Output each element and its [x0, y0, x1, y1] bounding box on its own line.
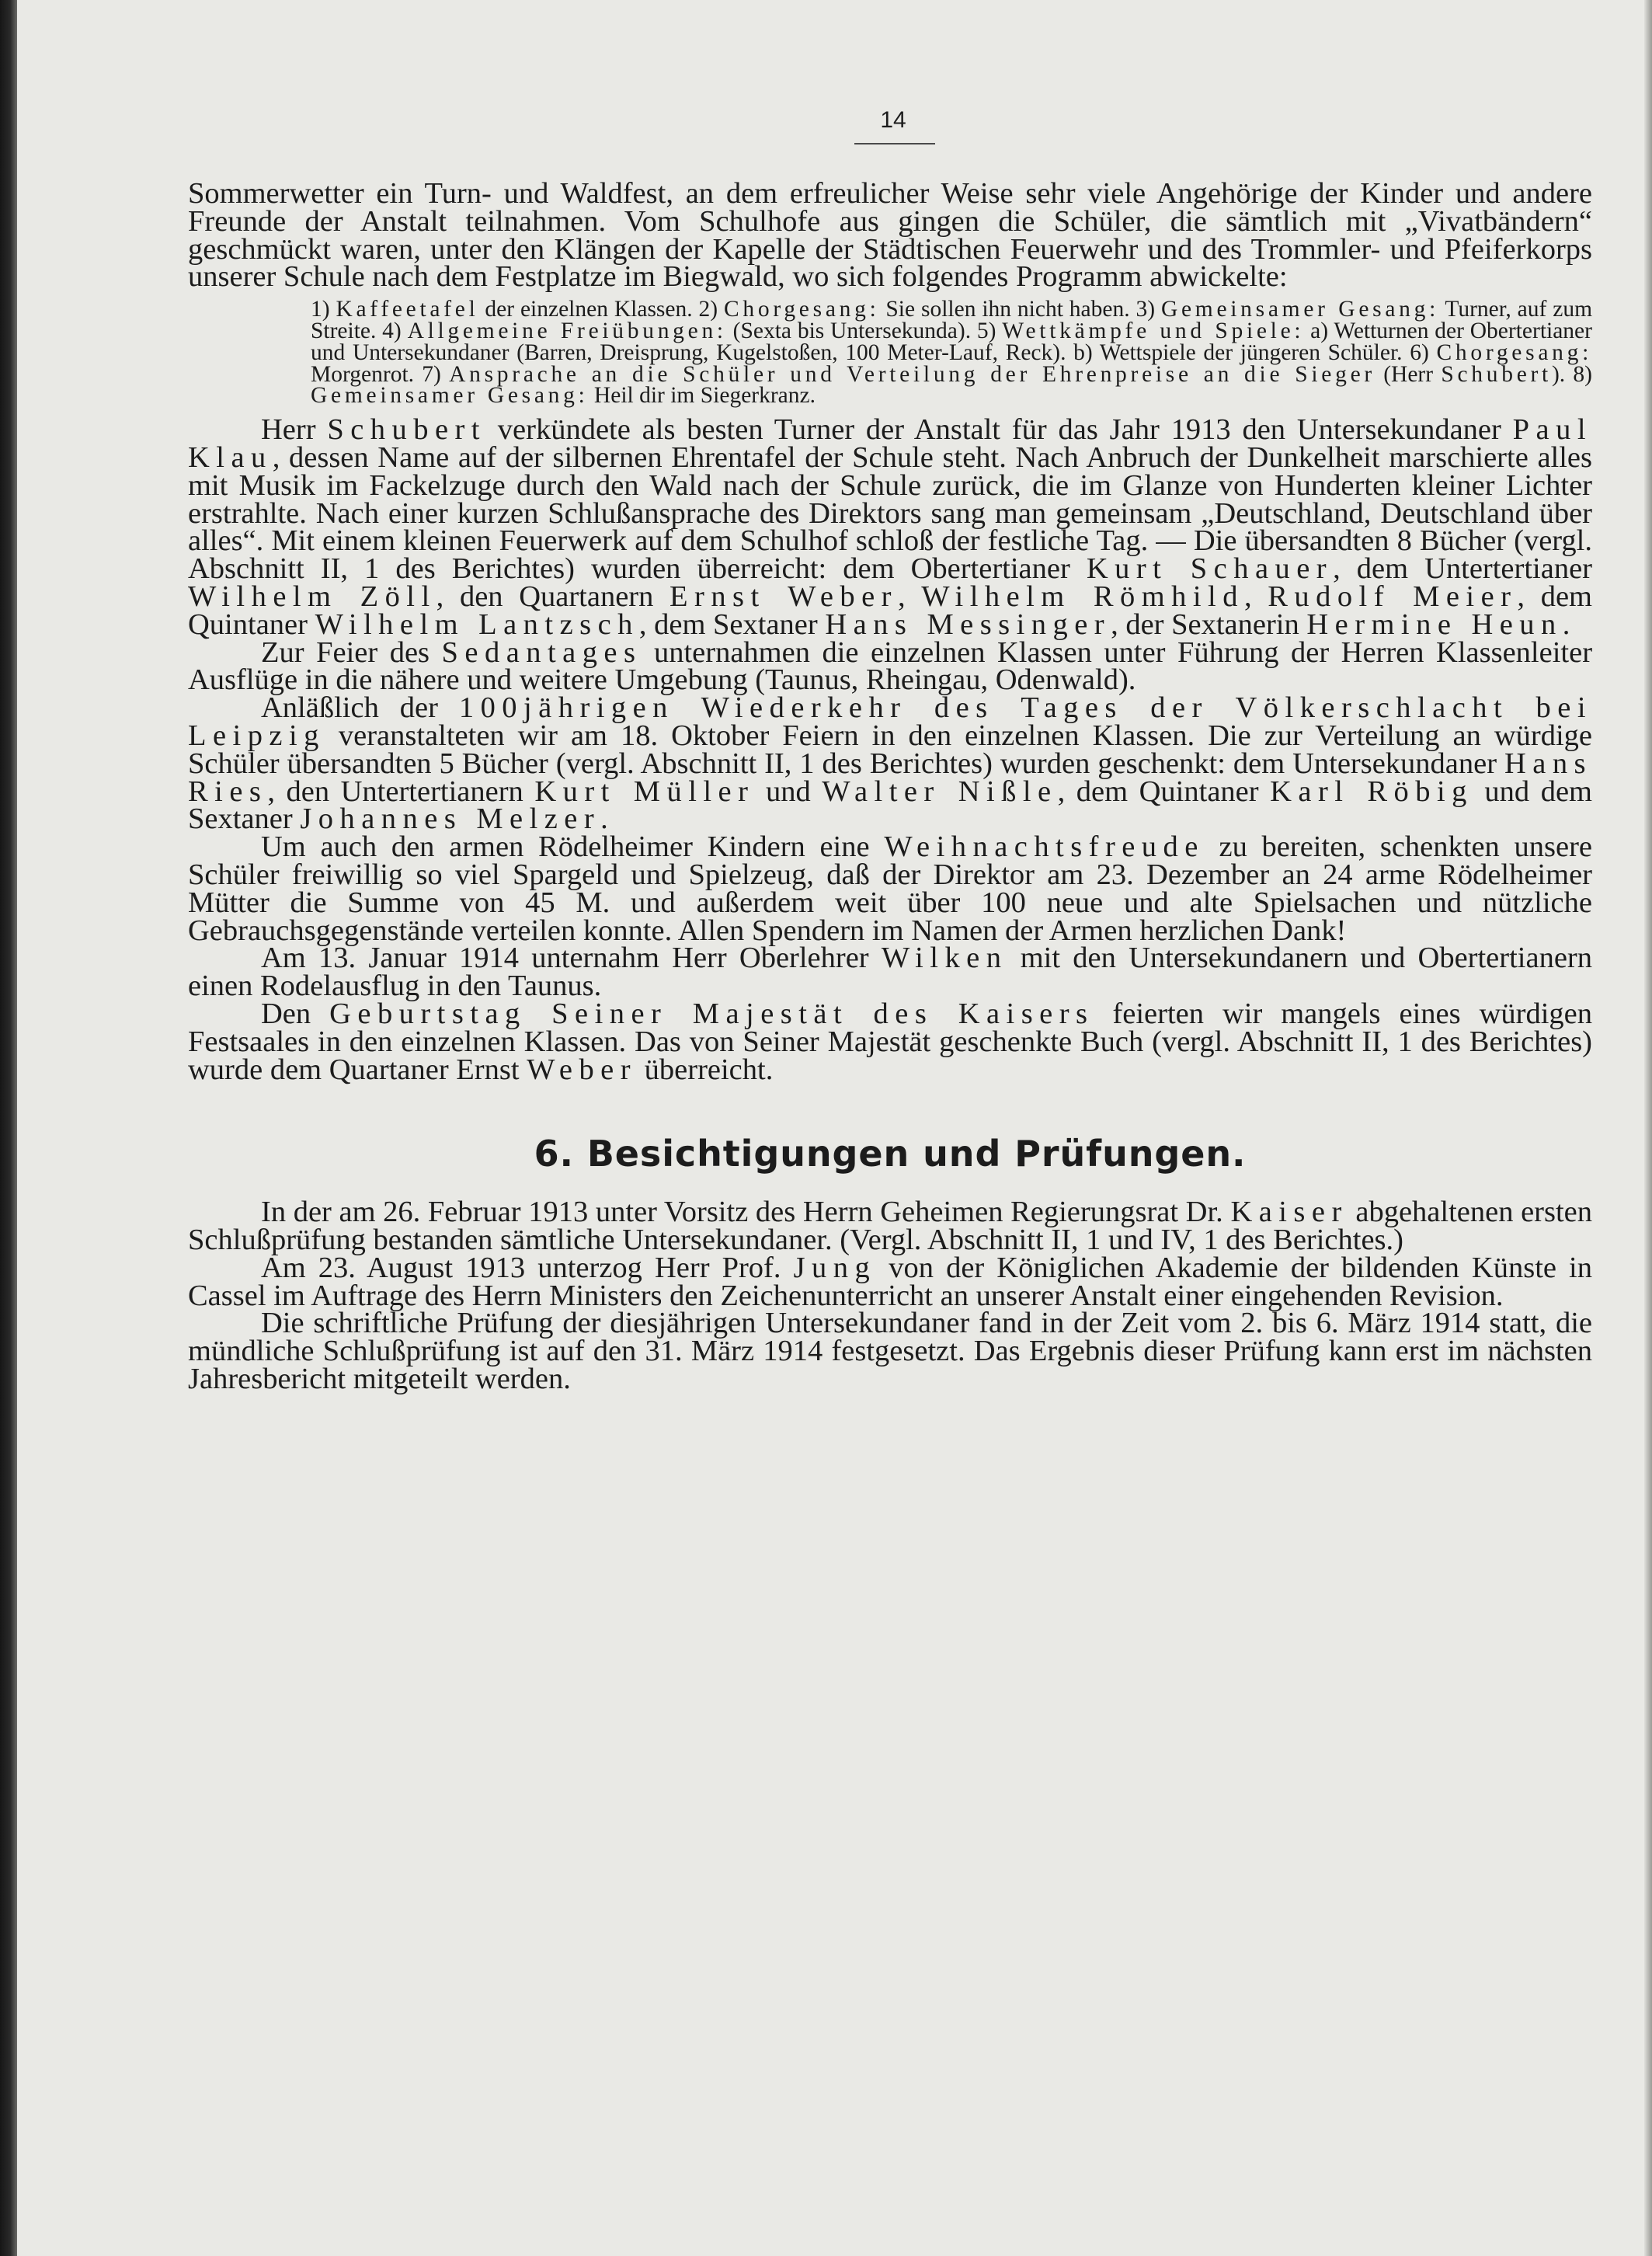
paragraph-rodelausflug: Am 13. Januar 1914 unternahm Herr Oberlehrer Wilken mit den Untersekundanern und Obertertianern einen Rodelausflug in den Taunus.	[188, 942, 1592, 1003]
paragraph-schriftliche-pruefung: Die schriftliche Prüfung der diesjährigen Untersekundaner fand in der Zeit vom 2. bis 6. März 1914 statt, die mündliche Schlußprüfung ist auf den 31. März 1914 festgesetzt. Das Ergebnis dieser Prüfung kann erst im nächsten Jahresbericht mitgeteilt werden.	[188, 1307, 1592, 1396]
page-number: 14	[880, 107, 906, 133]
paragraph-waldfest: Sommerwetter ein Turn- und Waldfest, an dem erfreulicher Weise sehr viele Angehörige der Kinder und andere Freunde der Anstalt teilnahmen. Vom Schulhofe aus gingen die Schüler, die sämtlich mit „Vivatbändern“ geschmückt waren, unter den Klängen der Kapelle der Städtischen Feuerwehr und des Trommler- und Pfeiferkorps unserer Schule nach dem Festplatze im Biegwald, wo sich folgendes Programm abwickelte:	[188, 177, 1592, 294]
scan-right-edge	[1644, 0, 1652, 2256]
paragraph-revision: Am 23. August 1913 unterzog Herr Prof. Jung von der Königlichen Akademie der bildenden Künste in Cassel im Auftrage des Herrn Ministers den Zeichenunterricht an unserer Anstalt einer eingehenden Revision.	[188, 1251, 1593, 1312]
festival-program: 1) Kaffeetafel der einzelnen Klassen. 2) Chorgesang: Sie sollen ihn nicht haben. 3) Gemeinsamer Gesang: Turner, auf zum Streite. 4) Allgemeine Freiübungen: (Sexta bis Untersekunda). 5) Wettkämpfe und Spiele: a) Wetturnen der Obertertianer und Untersekundaner (Barren, Dreisprung, Kugelstoßen, 100 Meter-Lauf, Reck). b) Wettspiele der jüngeren Schüler. 6) Chorgesang: Morgenrot. 7) Ansprache an die Schüler und Verteilung der Ehrenpreise an die Sieger (Herr Schubert). 8) Gemeinsamer Gesang: Heil dir im Siegerkranz.	[311, 297, 1593, 409]
paragraph-voelkerschlacht: Anläßlich der 100jährigen Wiederkehr des Tages der Völkerschlacht bei Leipzig veranstalteten wir am 18. Oktober Feiern in den einzelnen Klassen. Die zur Verteilung an würdige Schüler übersandten 5 Bücher (vergl. Abschnitt II, 1 des Berichtes) wurden geschenkt: dem Untersekundaner Hans Ries, den Untertertianern Kurt Müller und Walter Nißle, dem Quintaner Karl Röbig und dem Sextaner Johannes Melzer.	[188, 691, 1593, 836]
paragraph-schlusspruefung: In der am 26. Februar 1913 unter Vorsitz des Herrn Geheimen Regierungsrat Dr. Kaiser abgehaltenen ersten Schlußprüfung bestanden sämtliche Untersekundaner. (Vergl. Abschnitt II, 1 und IV, 1 des Berichtes.)	[188, 1196, 1593, 1257]
page-content	[188, 177, 1593, 1396]
paragraph-weihnachtsfreude: Um auch den armen Rödelheimer Kindern eine Weihnachtsfreude zu bereiten, schenkten unsere Schüler freiwillig so viel Spargeld und Spielzeug, daß der Direktor am 23. Dezember an 24 arme Rödelheimer Mütter die Summe von 45 M. und außerdem weit über 100 neue und alte Spielsachen und nützliche Gebrauchsgegenstände verteilen konnte. Allen Spendern im Namen der Armen herzlichen Dank!	[188, 830, 1592, 947]
section-heading: 6. Besichtigungen und Prüfungen.	[534, 1133, 1247, 1175]
paragraph-kaisers-geburtstag: Den Geburtstag Seiner Majestät des Kaisers feierten wir mangels eines würdigen Festsaales in den einzelnen Klassen. Das von Seiner Majestät geschenkte Buch (vergl. Abschnitt II, 1 des Berichtes) wurde dem Quartaner Ernst Weber überreicht.	[188, 997, 1592, 1086]
page-number-rule	[854, 143, 935, 144]
paragraph-schubert: Herr Schubert verkündete als besten Turner der Anstalt für das Jahr 1913 den Untersekundaner Paul Klau, dessen Name auf der silbernen Ehrentafel der Schule steht. Nach Anbruch der Dunkelheit marschierte alles mit Musik im Fackelzuge durch den Wald nach der Schule zurück, die im Glanze von Hunderten kleiner Lichter erstrahlte. Nach einer kurzen Schlußansprache des Direktors sang man gemeinsam „Deutschland, Deutschland über alles“. Mit einem kleinen Feuerwerk auf dem Schulhof schloß der festliche Tag. — Die übersandten 8 Bücher (vergl. Abschnitt II, 1 des Berichtes) wurden überreicht: dem Obertertianer Kurt Schauer, dem Untertertianer Wilhelm Zöll, den Quartanern Ernst Weber, Wilhelm Römhild, Rudolf Meier, dem Quintaner Wilhelm Lantzsch, dem Sextaner Hans Messinger, der Sextanerin Hermine Heun.	[188, 413, 1593, 641]
scan-left-edge	[0, 0, 17, 2256]
paragraph-sedantag: Zur Feier des Sedantages unternahmen die einzelnen Klassen unter Führung der Herren Klassenleiter Ausflüge in die nähere und weitere Umgebung (Taunus, Rheingau, Odenwald).	[188, 635, 1593, 697]
